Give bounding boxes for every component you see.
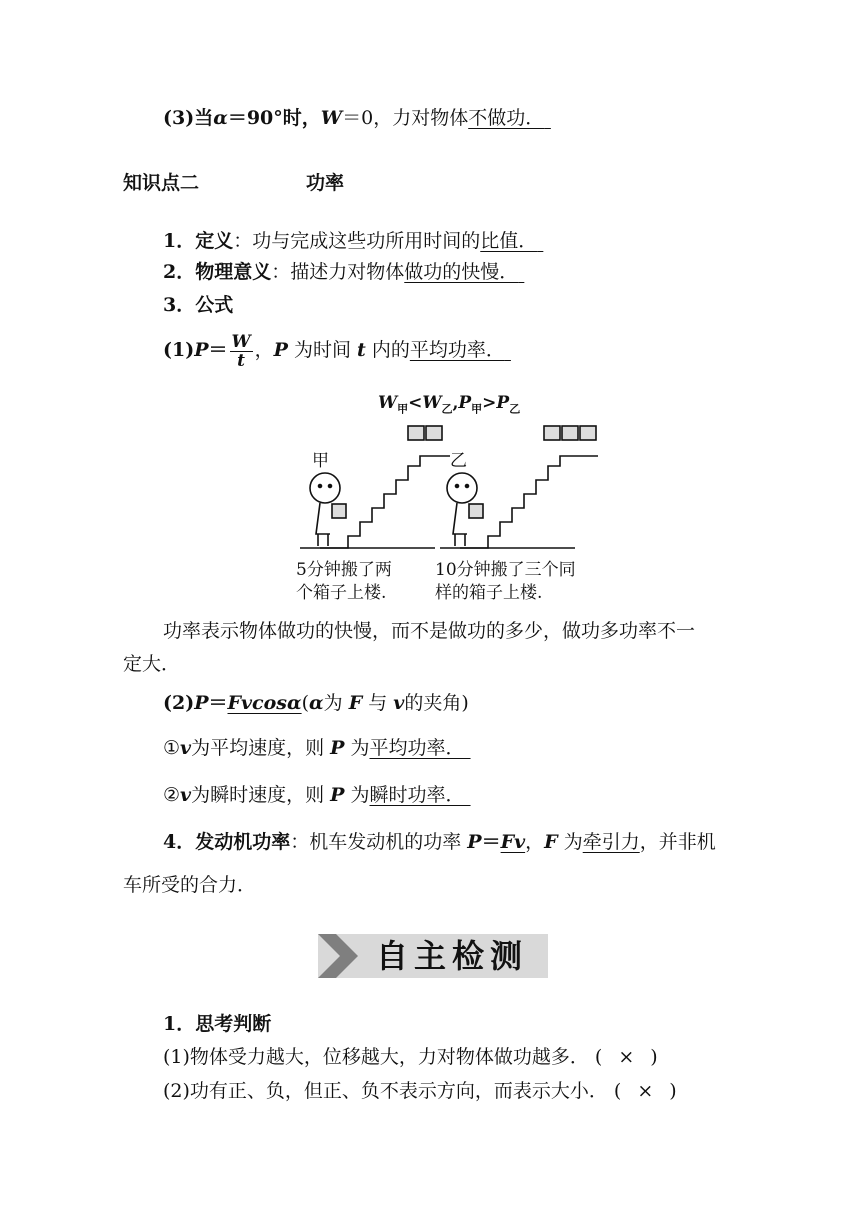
caption-left-2: 个箱子上楼. [296,583,387,603]
formula-heading: 3．公式 [163,294,234,316]
person-head [310,473,340,503]
engine-power-line-2: 车所受的合力． [123,874,257,896]
caption-right-2: 样的箱子上楼. [435,583,543,603]
case-average-line: ①v为平均速度，则 P 为平均功率． [163,737,465,759]
answer-blank: 比值． [480,230,538,252]
check-heading: 1．思考判断 [163,1013,272,1035]
fraction-w-over-t: $\frac{W}{t}$ [231,331,251,371]
box [544,426,560,440]
section-label: 知识点二 [123,172,200,194]
box [332,504,346,518]
check-question-1: (1)物体受力越大，位移越大，力对物体做功越多． ( × ) [163,1046,658,1068]
box [580,426,596,440]
formula-2-line: (2)P＝Fvcosα(α为 F 与 v的夹角) [163,692,469,714]
engine-power-line: 4．发动机功率：机车发动机的功率 P＝Fv，F 为牵引力，并非机 [163,831,716,853]
note-line-2: 定大． [123,653,181,675]
banner-arrow-icon [318,934,362,978]
answer-blank: 做功的快慢． [404,261,519,283]
right-staircase [460,456,598,548]
person-label-right: 乙 [450,451,467,471]
caption-left-1: 5分钟搬了两 [296,560,392,580]
section-title: 功率 [306,172,345,194]
figure-title: $W_甲<W_乙,P_甲>P_乙$ [378,393,521,416]
meaning-line: 2．物理意义：描述力对物体做功的快慢． [163,261,519,283]
person-head [447,473,477,503]
answer-mark: × [618,1046,635,1068]
note-line-1: 功率表示物体做功的快慢，而不是做功的多少，做功多功率不一 [163,620,696,642]
caption-right-1: 10分钟搬了三个同 [435,560,576,580]
box [426,426,442,440]
answer-blank: 瞬时功率． [369,784,465,806]
answer-blank: 平均功率． [409,339,505,361]
formula-1-line: (1)P＝ $\frac{W}{t}$ ，P 为时间 t 内的平均功率． [163,331,505,371]
answer-blank: Fvcosα [227,692,302,714]
answer-blank: Fv [500,831,526,853]
case-instant-line: ②v为瞬时速度，则 P 为瞬时功率． [163,784,465,806]
case-3-line: (3)当α＝90°时，W＝0，力对物体不做功． [163,107,545,129]
definition-line: 1．定义：功与完成这些功所用时间的比值． [163,230,538,252]
left-staircase [320,456,450,548]
answer-blank: 牵引力 [582,831,640,853]
check-question-2: (2)功有正、负，但正、负不表示方向，而表示大小． ( × ) [163,1080,677,1102]
box [408,426,424,440]
answer-blank: 平均功率． [369,737,465,759]
box [469,504,483,518]
person-label-left: 甲 [312,451,329,471]
banner-title: 自主检测 [376,937,529,975]
answer-blank: 不做功． [468,107,545,129]
box [562,426,578,440]
self-test-banner [318,934,548,978]
answer-mark: × [637,1080,654,1102]
